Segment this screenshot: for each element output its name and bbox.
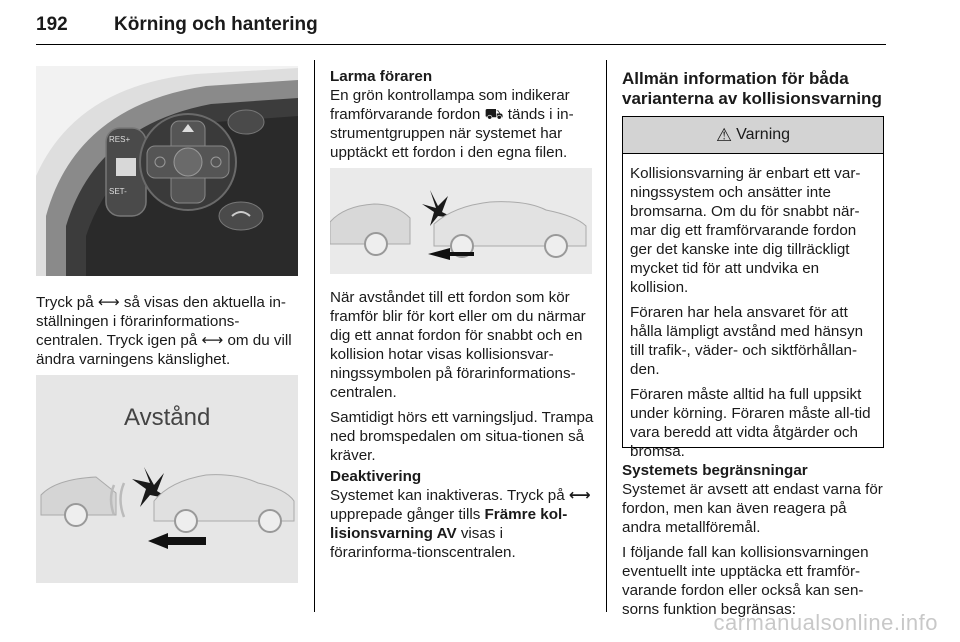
paragraph-sound: Samtidigt hörs ett varningsljud. Trampa ned bromspedalen om situa-tionen så kräver. xyxy=(330,409,594,464)
warning-box xyxy=(622,116,884,460)
watermark: carmanualsonline.info xyxy=(713,610,938,635)
page-number: 192 xyxy=(36,14,68,35)
paragraph-distance: När avståndet till ett fordon som kör framför blir för kort eller om du närmar dig ett annat fordon för snabbt och en kollision hotar visas kollisionsvar-ningssymbolen på förarinformations-centralen. xyxy=(330,289,586,401)
limitations-paragraph-2: I följande fall kan kollisionsvarningen eventuellt inte upptäcka ett framför-varande fordon eller också kan sen-sorns funktion begränsas: xyxy=(622,544,869,618)
deactivation-text-1: Systemet kan inaktiveras. Tryck på xyxy=(330,487,565,504)
distance-display-figure xyxy=(36,375,298,583)
warning-paragraph-1: Kollisionsvarning är enbart ett var-ningssystem och ansätter inte bromsarna. Om du för snabbt när-mar dig ett framförvarande fordon ger det kanske inte dig tillräckligt mycket tid för att undvika en kollision. xyxy=(630,165,861,296)
column-divider-2 xyxy=(606,60,607,612)
deactivation-text-2: upprepade gånger tills xyxy=(330,506,481,523)
warning-triangle-icon: ⚠ xyxy=(715,124,733,145)
limitations-heading: Systemets begränsningar xyxy=(622,462,808,479)
set-label: SET- xyxy=(109,187,127,196)
distance-button-icon: ⟷ xyxy=(568,487,591,504)
res-label: RES+ xyxy=(109,135,131,144)
column-divider-1 xyxy=(314,60,315,612)
steering-wheel-figure xyxy=(36,66,298,276)
page-title: Körning och hantering xyxy=(114,14,318,35)
warning-paragraph-3: Föraren måste alltid ha full uppsikt under körning. Föraren måste all-tid vara beredd att vidta åtgärder och bromsa. xyxy=(630,386,871,460)
display-title: Avstånd xyxy=(124,404,211,431)
deactivation-heading: Deaktivering xyxy=(330,468,422,485)
limitations-paragraph-1: Systemet är avsett att endast varna för fordon, men kan även reagera på andra metallföremål. xyxy=(622,481,883,536)
deactivation-section xyxy=(330,467,594,568)
collision-figure xyxy=(330,168,592,274)
warning-title: Varning xyxy=(736,126,791,143)
warning-header xyxy=(623,117,883,154)
page-header xyxy=(36,10,886,45)
alert-driver-section xyxy=(330,67,592,168)
limitations-section xyxy=(622,461,888,625)
alert-driver-heading: Larma föraren xyxy=(330,68,433,85)
deactivation-menu-label: Främre kol-lisionsvarning AV xyxy=(330,506,568,542)
alert-driver-text: En grön kontrollampa som indikerar framförvarande fordon ⛟ tänds i in-strumentgruppen när systemet har upptäckt ett fordon i den egna filen. xyxy=(330,87,574,161)
deactivation-text-3: visas i förarinforma-tionscentralen. xyxy=(330,525,516,561)
general-info-heading: Allmän information för båda varianterna av kollisionsvarning xyxy=(622,69,882,108)
warning-paragraph-2: Föraren har hela ansvaret för att hålla lämpligt avstånd med hänsyn till trafik-, väder- och siktförhållan-den. xyxy=(630,304,864,378)
distance-warning-text xyxy=(330,288,594,471)
intro-paragraph: Tryck på ⟷ så visas den aktuella in-ställningen i förarinformations-centralen. Tryck igen på ⟷ om du vill ändra varningens känslighet. xyxy=(36,294,292,368)
